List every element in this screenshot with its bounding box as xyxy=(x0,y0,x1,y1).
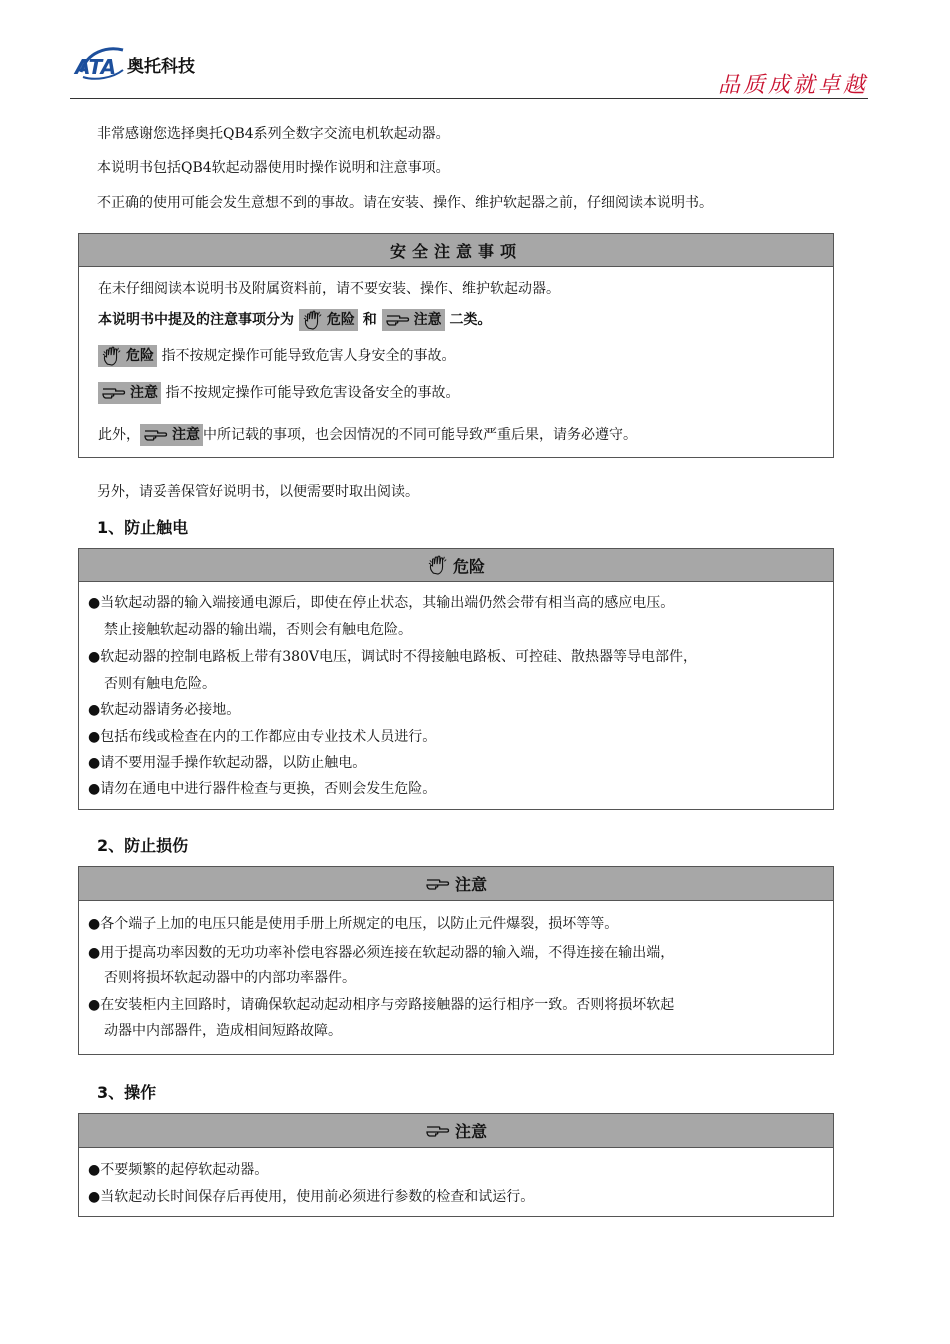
list-item: ●当软起动长时间保存后再使用，使用前必须进行参数的检查和试运行。 xyxy=(88,1189,535,1205)
pointing-hand-icon xyxy=(425,876,451,892)
company-logo xyxy=(73,44,195,84)
safety-line-2-and: 和 xyxy=(362,312,377,328)
caution-tag: 注意 xyxy=(98,382,161,404)
safety-notice-box xyxy=(78,233,834,458)
after-box-note: 另外，请妥善保管好说明书，以便需要时取出阅读。 xyxy=(97,484,419,500)
pointing-hand-icon xyxy=(101,385,127,401)
list-item: ●不要频繁的起停软起动器。 xyxy=(88,1162,269,1178)
safety-box-title: 安全注意事项 xyxy=(79,234,833,267)
list-item: ●软起动器请务必接地。 xyxy=(88,702,241,718)
pointing-hand-icon xyxy=(425,1123,451,1139)
intro-line-3: 不正确的使用可能会发生意想不到的事故。请在安装、操作、维护软起器之前，仔细阅读本说明书。 xyxy=(97,195,713,211)
safety-line-2 xyxy=(98,309,492,331)
intro-line-1: 非常感谢您选择奥托QB4系列全数字交流电机软起动器。 xyxy=(97,126,450,142)
section-3-title: 3、操作 xyxy=(97,1083,157,1102)
list-item: ●用于提高功率因数的无功功率补偿电容器必须连接在软起动器的输入端，不得连接在输出端， xyxy=(88,945,675,961)
safety-last-line: 此外， 注意 中所记载的事项，也会因情况的不同可能导致严重后果，请务必遵守。 xyxy=(98,424,637,446)
list-item: ●当软起动器的输入端接通电源后，即使在停止状态，其输出端仍然会带有相当高的感应电压。 xyxy=(88,595,675,611)
intro-line-2: 本说明书包括QB4软起动器使用时操作说明和注意事项。 xyxy=(97,160,450,176)
list-item: ●各个端子上加的电压只能是使用手册上所规定的电压，以防止元件爆裂，损坏等等。 xyxy=(88,916,619,932)
list-item-cont: 动器中内部器件，造成相间短路故障。 xyxy=(104,1023,342,1039)
danger-tag: 危险 xyxy=(299,309,358,331)
header-divider xyxy=(70,98,868,99)
list-item: ●包括布线或检查在内的工作都应由专业技术人员进行。 xyxy=(88,729,437,745)
slogan: 品质成就卓越 xyxy=(717,73,868,98)
safety-line-1: 在未仔细阅读本说明书及附属资料前，请不要安装、操作、维护软起动器。 xyxy=(98,281,560,297)
section-1-box-header: 危险 xyxy=(79,549,833,582)
page-header xyxy=(70,38,868,100)
section-1-title: 1、防止触电 xyxy=(97,518,189,537)
caution-definition: 注意 指不按规定操作可能导致危害设备安全的事故。 xyxy=(98,382,459,404)
danger-tag: 危险 xyxy=(98,345,157,367)
section-2-box xyxy=(78,866,834,1055)
list-item: ●软起动器的控制电路板上带有380V电压，调试时不得接触电路板、可控硅、散热器等导电部件， xyxy=(88,649,698,665)
hand-icon xyxy=(302,310,324,330)
caution-tag: 注意 xyxy=(382,309,445,331)
ata-logo-icon xyxy=(73,44,129,84)
list-item-cont: 否则有触电危险。 xyxy=(104,676,216,692)
hand-icon xyxy=(427,555,449,575)
list-item: ●请勿在通电中进行器件检查与更换，否则会发生危险。 xyxy=(88,781,437,797)
svg-text:ATA: ATA xyxy=(75,55,117,79)
danger-definition: 危险 指不按规定操作可能导致危害人身安全的事故。 xyxy=(98,345,455,367)
pointing-hand-icon xyxy=(143,427,169,443)
hand-icon xyxy=(101,346,123,366)
safety-line-2-suffix: 二类。 xyxy=(449,312,492,328)
section-3-box-header: 注意 xyxy=(79,1114,833,1148)
section-2-box-header: 注意 xyxy=(79,867,833,901)
section-1-box xyxy=(78,548,834,810)
section-3-box xyxy=(78,1113,834,1217)
list-item-cont: 禁止接触软起动器的输出端，否则会有触电危险。 xyxy=(104,622,412,638)
safety-line-2-prefix: 本说明书中提及的注意事项分为 xyxy=(98,312,294,328)
pointing-hand-icon xyxy=(385,312,411,328)
section-2-title: 2、防止损伤 xyxy=(97,836,189,855)
caution-tag: 注意 xyxy=(140,424,203,446)
list-item-cont: 否则将损坏软起动器中的内部功率器件。 xyxy=(104,970,356,986)
company-name: 奥托科技 xyxy=(127,56,195,77)
list-item: ●在安装柜内主回路时，请确保软起动起动相序与旁路接触器的运行相序一致。否则将损坏软起 xyxy=(88,997,675,1013)
list-item: ●请不要用湿手操作软起动器，以防止触电。 xyxy=(88,755,367,771)
